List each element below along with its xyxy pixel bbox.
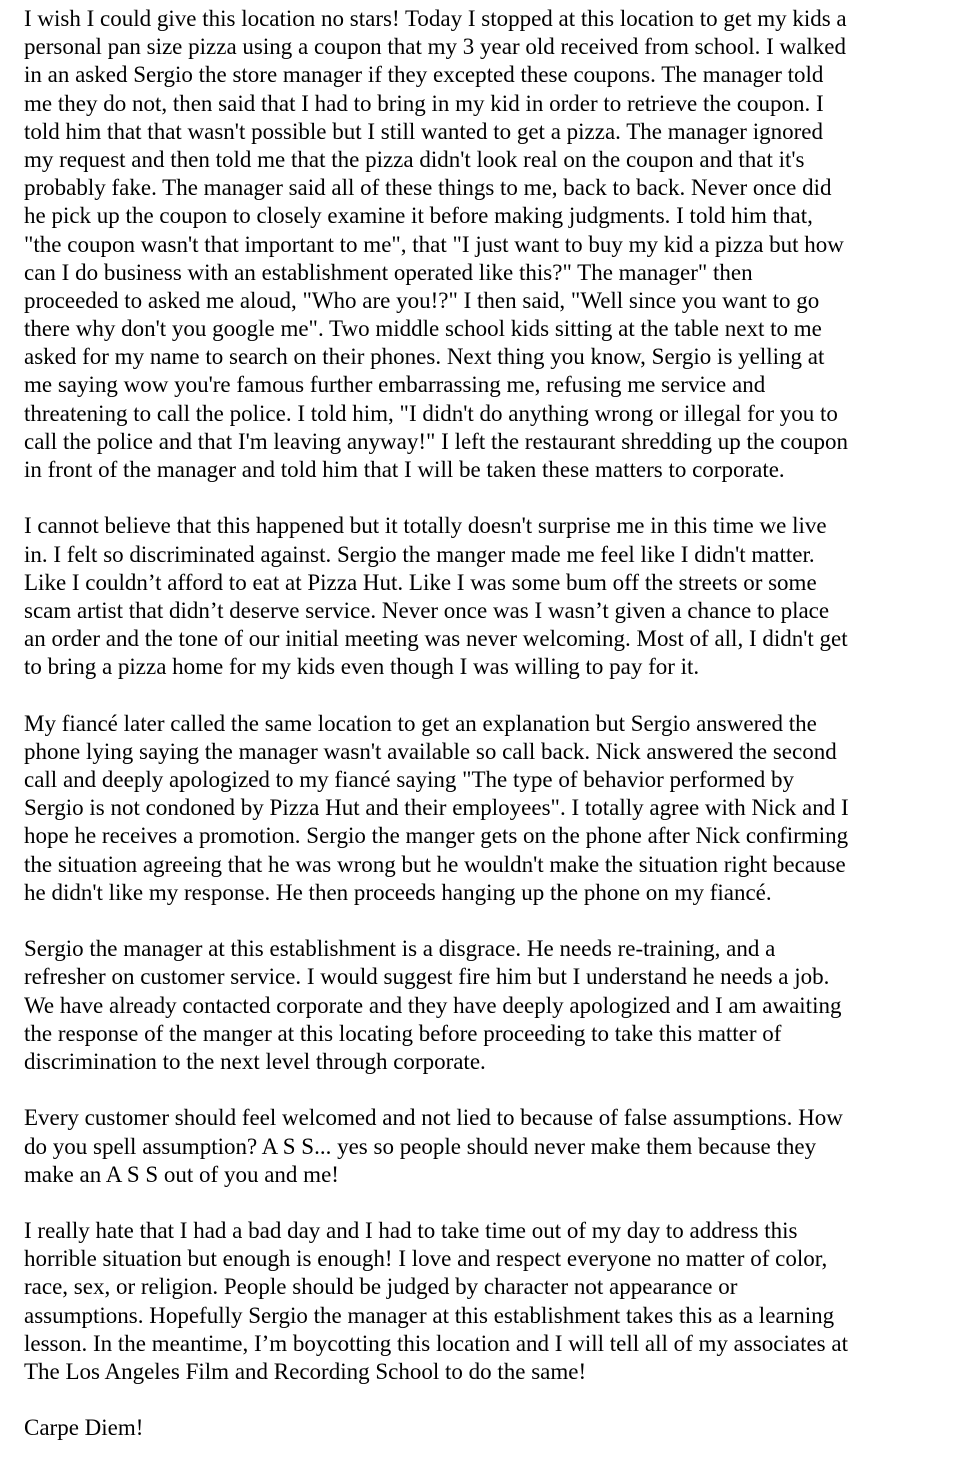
text-line: I cannot believe that this happened but it totally doesn't surprise me in this time we live bbox=[24, 513, 827, 539]
text-line: make an A S S out of you and me! bbox=[24, 1161, 339, 1187]
text-line: My fiancé later called the same location to get an explanation but Sergio answered the bbox=[24, 710, 817, 736]
text-line: phone lying saying the manager wasn't available so call back. Nick answered the second bbox=[24, 738, 837, 764]
text-line: do you spell assumption? A S S... yes so people should never make them because they bbox=[24, 1133, 817, 1159]
text-line: me they do not, then said that I had to bring in my kid in order to retrieve the coupon. I bbox=[24, 90, 824, 116]
text-line: he pick up the coupon to closely examine it before making judgments. I told him that, bbox=[24, 203, 813, 229]
text-line: probably fake. The manager said all of these things to me, back to back. Never once did bbox=[24, 175, 832, 201]
text-line: race, sex, or religion. People should be judged by character not appearance or bbox=[24, 1274, 738, 1300]
text-line: me saying wow you're famous further embarrassing me, refusing me service and bbox=[24, 372, 766, 398]
text-line: The Los Angeles Film and Recording School to do the same! bbox=[24, 1359, 587, 1384]
text-line: Sergio is not condoned by Pizza Hut and their employees". I totally agree with Nick and I bbox=[24, 795, 849, 821]
text-line: Like I couldn’t afford to eat at Pizza Hut. Like I was some bum off the streets or some bbox=[24, 569, 817, 595]
text-line: asked for my name to search on their phones. Next thing you know, Sergio is yelling at bbox=[24, 344, 825, 370]
paragraph-signoff bbox=[24, 1414, 936, 1442]
text-line: the response of the manger at this locating before proceeding to take this matter of bbox=[24, 1020, 782, 1046]
text-line: Sergio the manager at this establishment is a disgrace. He needs re-training, and a bbox=[24, 936, 776, 962]
text-line: in. I felt so discriminated against. Sergio the manger made me feel like I didn't matter. bbox=[24, 541, 815, 567]
paragraph-phone-call bbox=[24, 710, 936, 907]
text-line: threatening to call the police. I told him, "I didn't do anything wrong or illegal for you to bbox=[24, 400, 838, 426]
text-line: hope he receives a promotion. Sergio the manger gets on the phone after Nick confirming bbox=[24, 823, 849, 849]
text-line: in front of the manager and told him that I will be taken these matters to corporate. bbox=[24, 457, 785, 482]
text-line: proceeded to asked me aloud, "Who are you!?" I then said, "Well since you want to go bbox=[24, 287, 820, 313]
text-line: Every customer should feel welcomed and not lied to because of false assumptions. How bbox=[24, 1105, 843, 1131]
text-line: "the coupon wasn't that important to me", that "I just want to buy my kid a pizza but how bbox=[24, 231, 844, 257]
text-line: lesson. In the meantime, I’m boycotting this location and I will tell all of my associates at bbox=[24, 1330, 848, 1356]
paragraph-conclusion bbox=[24, 1217, 936, 1386]
paragraph-incident bbox=[24, 5, 936, 484]
text-line: personal pan size pizza using a coupon that my 3 year old received from school. I walked bbox=[24, 34, 846, 60]
text-line: horrible situation but enough is enough! I love and respect everyone no matter of color, bbox=[24, 1246, 828, 1272]
signoff-text: Carpe Diem! bbox=[24, 1415, 144, 1441]
text-line: my request and then told me that the pizza didn't look real on the coupon and that it's bbox=[24, 146, 805, 172]
paragraph-assumptions bbox=[24, 1104, 936, 1189]
text-line: an order and the tone of our initial meeting was never welcoming. Most of all, I didn't get bbox=[24, 626, 848, 652]
text-line: I really hate that I had a bad day and I had to take time out of my day to address this bbox=[24, 1218, 798, 1244]
text-line: call the police and that I'm leaving anyway!" I left the restaurant shredding up the coupon bbox=[24, 428, 849, 454]
text-line: assumptions. Hopefully Sergio the manager at this establishment takes this as a learning bbox=[24, 1302, 835, 1328]
text-line: told him that that wasn't possible but I still wanted to get a pizza. The manager ignored bbox=[24, 118, 823, 144]
text-line: there why don't you google me". Two middle school kids sitting at the table next to me bbox=[24, 316, 822, 342]
text-line: in an asked Sergio the store manager if they excepted these coupons. The manager told bbox=[24, 62, 824, 88]
text-line: call and deeply apologized to my fiancé saying "The type of behavior performed by bbox=[24, 767, 795, 793]
text-line: to bring a pizza home for my kids even though I was willing to pay for it. bbox=[24, 654, 700, 680]
paragraph-manager bbox=[24, 935, 936, 1076]
text-line: discrimination to the next level through corporate. bbox=[24, 1048, 486, 1074]
text-line: I wish I could give this location no stars! Today I stopped at this location to get my kids a bbox=[24, 6, 847, 31]
text-line: he didn't like my response. He then proceeds hanging up the phone on my fiancé. bbox=[24, 879, 772, 905]
text-line: the situation agreeing that he was wrong but he wouldn't make the situation right because bbox=[24, 851, 846, 877]
text-line: scam artist that didn’t deserve service. Never once was I wasn’t given a chance to place bbox=[24, 597, 830, 623]
text-line: We have already contacted corporate and they have deeply apologized and I am awaiting bbox=[24, 992, 842, 1018]
paragraph-feelings bbox=[24, 512, 936, 681]
text-line: refresher on customer service. I would suggest fire him but I understand he needs a job. bbox=[24, 964, 830, 990]
text-line: can I do business with an establishment operated like this?" The manager" then bbox=[24, 259, 753, 285]
